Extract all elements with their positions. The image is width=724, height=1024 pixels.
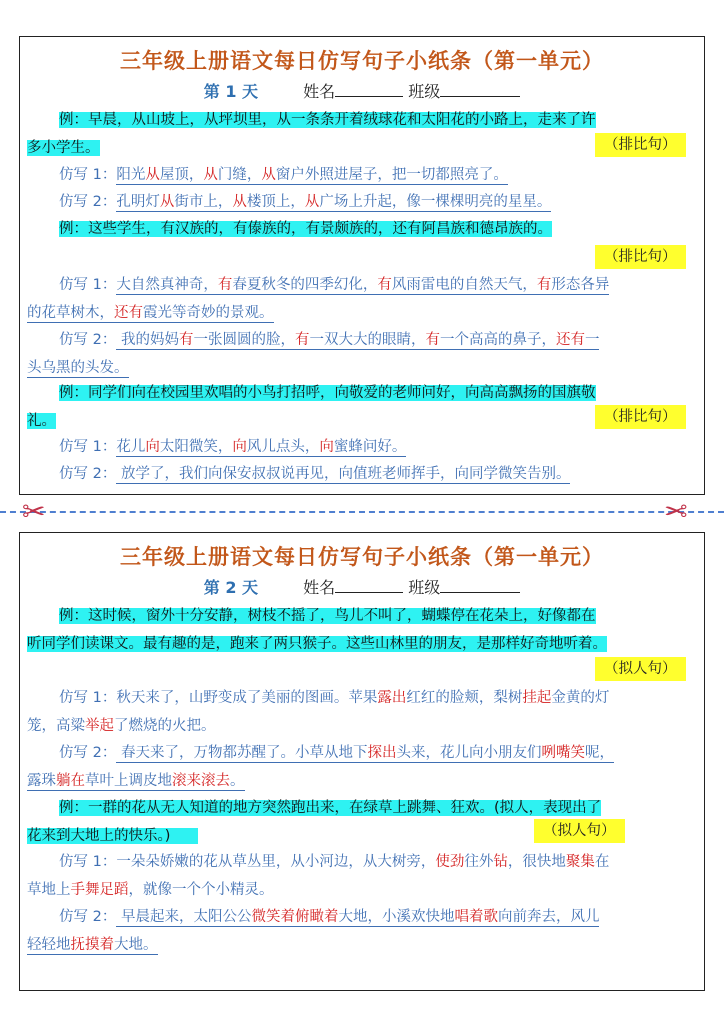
name-blank[interactable] (335, 578, 403, 593)
imitation-1-1: 仿写 1：秋天来了，山野变成了美丽的图画。苹果露出红红的脸颊，梨树挂起金黄的灯 笼，高粱举起了燃烧的火把。 (27, 690, 610, 734)
imitation-1-1: 仿写 1：阳光从屋顶，从门缝，从窗户外照进屋子，把一切都照亮了。 (59, 167, 508, 183)
example-sentence-1: 例：早晨，从山坡上，从坪坝里，从一条条开着绒球花和太阳花的小路上，走来了许 多小学生。 (27, 112, 596, 156)
day-label: 第 2 天 (203, 578, 259, 597)
card-title: 三年级上册语文每日仿写句子小纸条（第一单元） (120, 49, 604, 73)
day-label: 第 1 天 (203, 82, 259, 101)
scissors-icon: ✂ (664, 495, 688, 528)
sentence-type-tag: （拟人句） (595, 657, 686, 681)
name-blank[interactable] (335, 82, 403, 97)
imitation-2-1: 仿写 1：大自然真神奇，有春夏秋冬的四季幻化，有风雨雷电的自然天气，有形态各异 的花草树木，还有霞光等奇妙的景观。 (27, 277, 610, 321)
class-label: 班级 (408, 82, 441, 101)
worksheet-card-day-2 (19, 532, 705, 991)
card-title: 三年级上册语文每日仿写句子小纸条（第一单元） (120, 545, 604, 569)
imitation-3-2: 仿写 2： 放学了，我们向保安叔叔说再见，向值班老师挥手，向同学微笑告别。 (59, 466, 571, 482)
example-sentence-2: 例：一群的花从无人知道的地方突然跑出来，在绿草上跳舞、狂欢。(拟人，表现出了 花来到大地上的快乐。) (27, 800, 602, 844)
imitation-2-2: 仿写 2： 早晨起来，太阳公公微笑着俯瞰着大地，小溪欢快地唱着歌向前奔去，风儿 轻轻地抚摸着大地。 (27, 909, 600, 953)
imitation-1-2: 仿写 2： 春天来了，万物都苏醒了。小草从地下探出头来，花儿向小朋友们咧嘴笑呢， 露珠躺在草叶上调皮地滚来滚去。 (27, 745, 614, 789)
imitation-3-1: 仿写 1：花儿向太阳微笑，向风儿点头，向蜜蜂问好。 (59, 439, 407, 455)
sentence-type-tag: （排比句） (595, 405, 686, 429)
example-sentence-1: 例：这时候，窗外十分安静，树枝不摇了，鸟儿不叫了，蝴蝶停在花朵上，好像都在 听同学们读课文。最有趣的是，跑来了两只猴子。这些山林里的朋友，是那样好奇地听着。 (27, 608, 607, 652)
worksheet-card-day-1 (19, 36, 705, 495)
dashed-cut-line (0, 511, 724, 513)
imitation-1-2: 仿写 2：孔明灯从街市上，从楼顶上，从广场上升起，像一棵棵明亮的星星。 (59, 194, 552, 210)
example-sentence-3: 例：同学们向在校园里欢唱的小鸟打招呼，向敬爱的老师问好，向高高飘扬的国旗敬 礼。 (27, 385, 596, 429)
class-label: 班级 (408, 578, 441, 597)
class-blank[interactable] (440, 82, 520, 97)
sentence-type-tag: （拟人句） (534, 819, 625, 843)
name-label: 姓名 (303, 578, 336, 597)
card-subheading (20, 79, 704, 102)
example-sentence-2: 例：这些学生，有汉族的，有傣族的，有景颇族的，还有阿昌族和德昂族的。 (59, 221, 552, 237)
imitation-2-2: 仿写 2： 我的妈妈有一张圆圆的脸，有一双大大的眼睛，有一个高高的鼻子，还有一 头乌黑的头发。 (27, 332, 600, 376)
scissors-icon: ✂ (22, 495, 46, 528)
name-label: 姓名 (303, 82, 336, 101)
sentence-type-tag: （排比句） (595, 133, 686, 157)
sentence-type-tag: （排比句） (595, 245, 686, 269)
card-subheading (20, 575, 704, 598)
imitation-2-1: 仿写 1：一朵朵娇嫩的花从草丛里，从小河边，从大树旁，使劲往外钻，很快地聚集在 草地上手舞足蹈，就像一个个小精灵。 (27, 854, 610, 898)
class-blank[interactable] (440, 578, 520, 593)
